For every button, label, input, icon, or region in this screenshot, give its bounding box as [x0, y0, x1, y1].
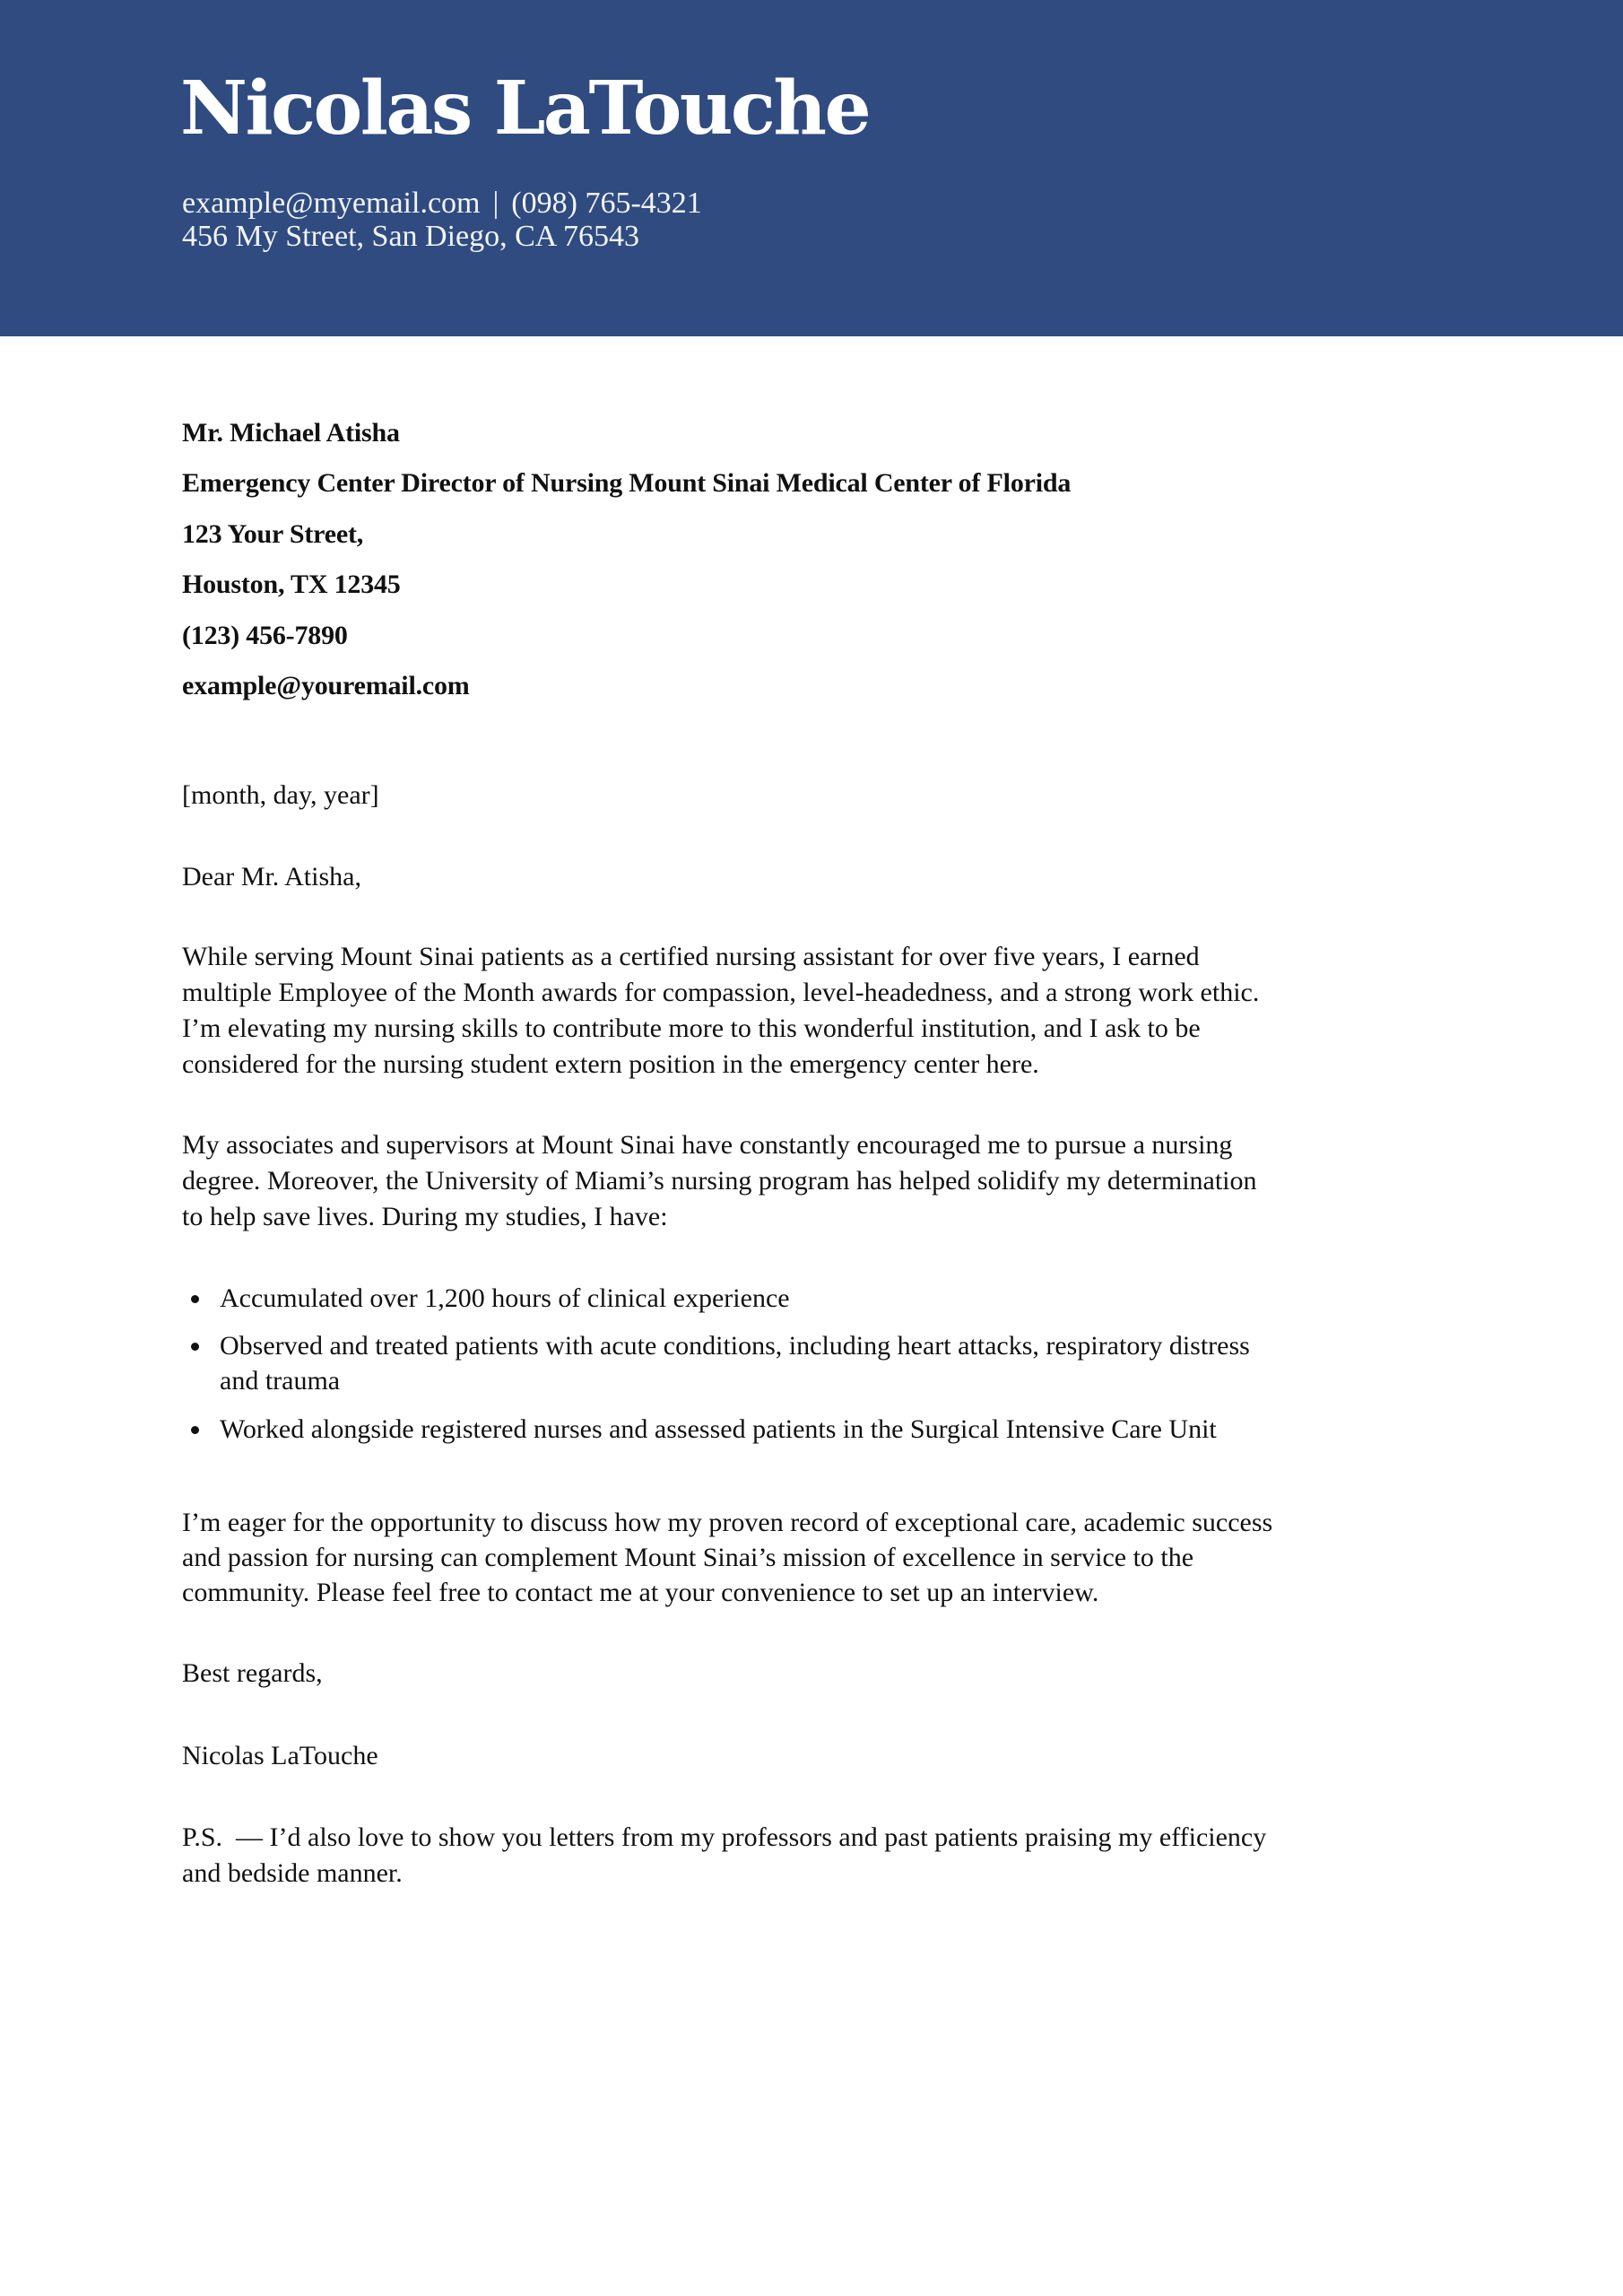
- salutation: Dear Mr. Atisha,: [182, 862, 361, 891]
- postscript-line: P.S. — I’d also love to show you letters from my professors and past patients praising my efficiency: [182, 1822, 1267, 1852]
- sender-name: Nicolas LaTouche: [180, 65, 870, 152]
- bullet-icon: [191, 1295, 199, 1303]
- recipient-name: Mr. Michael Atisha: [182, 418, 400, 448]
- sender-contact: [182, 187, 702, 253]
- sender-address: 456 My Street, San Diego, CA 76543: [182, 220, 639, 253]
- paragraph-line: I’m eager for the opportunity to discuss how my proven record of exceptional care, academic success: [182, 1508, 1273, 1537]
- list-item-text: Observed and treated patients with acute conditions, including heart attacks, respiratory distress: [220, 1331, 1250, 1361]
- recipient-phone: (123) 456-7890: [182, 621, 348, 650]
- closing-phrase: Best regards,: [182, 1658, 323, 1688]
- contact-separator: |: [492, 187, 499, 220]
- bullet-icon: [191, 1426, 199, 1434]
- paragraph-line: degree. Moreover, the University of Miami’s nursing program has helped solidify my determination: [182, 1166, 1257, 1196]
- recipient-city: Houston, TX 12345: [182, 570, 401, 599]
- list-item-text: Worked alongside registered nurses and assessed patients in the Surgical Intensive Care Unit: [220, 1414, 1217, 1444]
- recipient-title: Emergency Center Director of Nursing Mount Sinai Medical Center of Florida: [182, 468, 1072, 498]
- sender-contact-line-1: [182, 187, 702, 220]
- paragraph-line: considered for the nursing student extern position in the emergency center here.: [182, 1049, 1039, 1079]
- letter-date: [month, day, year]: [182, 780, 379, 810]
- list-item-text: and trauma: [220, 1366, 341, 1396]
- paragraph-line: and passion for nursing can complement Mount Sinai’s mission of excellence in service to the: [182, 1543, 1194, 1572]
- sender-email: example@myemail.com: [182, 187, 481, 220]
- postscript-line: and bedside manner.: [182, 1858, 403, 1888]
- paragraph-line: community. Please feel free to contact me at your convenience to set up an interview.: [182, 1578, 1099, 1607]
- paragraph-line: multiple Employee of the Month awards for compassion, level-headedness, and a strong work ethic.: [182, 978, 1260, 1007]
- paragraph-line: I’m elevating my nursing skills to contribute more to this wonderful institution, and I ask to be: [182, 1013, 1201, 1043]
- bullet-icon: [191, 1343, 199, 1351]
- signature-name: Nicolas LaTouche: [182, 1741, 378, 1770]
- paragraph-line: to help save lives. During my studies, I have:: [182, 1202, 668, 1231]
- sender-phone: (098) 765-4321: [511, 187, 702, 220]
- list-item-text: Accumulated over 1,200 hours of clinical experience: [220, 1283, 790, 1313]
- paragraph-line: My associates and supervisors at Mount Sinai have constantly encouraged me to pursue a nursing: [182, 1130, 1233, 1160]
- letterhead-banner: [0, 0, 1623, 336]
- recipient-street: 123 Your Street,: [182, 519, 364, 549]
- paragraph-line: While serving Mount Sinai patients as a certified nursing assistant for over five years, I earned: [182, 942, 1200, 971]
- recipient-email: example@youremail.com: [182, 671, 470, 700]
